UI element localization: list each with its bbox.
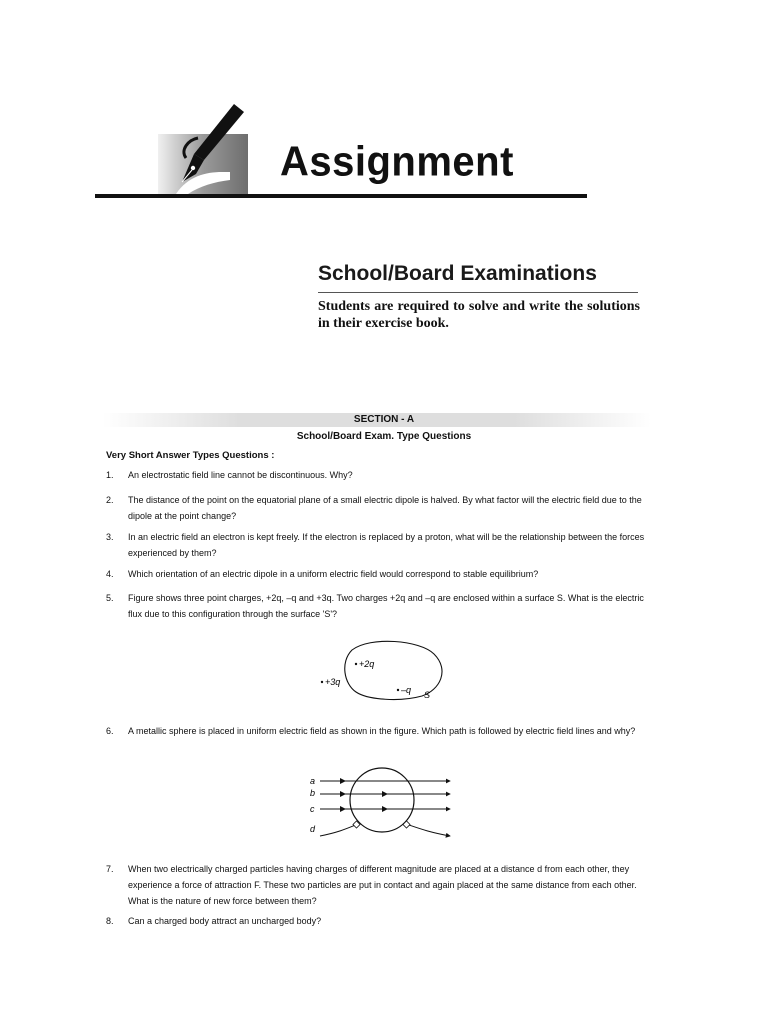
arrow-b-mid (340, 791, 346, 797)
arrow-c-mid (340, 806, 346, 812)
charge-plus2q-label: +2q (359, 659, 375, 669)
question-type-heading: Very Short Answer Types Questions : (106, 450, 275, 461)
question-number: 6. (106, 726, 114, 736)
charge-plus3q-dot (321, 681, 323, 683)
section-label: SECTION - A (353, 414, 415, 425)
question-text: An electrostatic field line cannot be discontinuous. Why? (128, 470, 353, 480)
question-number: 7. (106, 864, 114, 874)
header-rule (95, 194, 587, 198)
question-text: When two electrically charged particles having charges of different magnitude are placed at a distance d from each other, they experience a force of attraction F. These two particles are put in contact and again placed at the same distance from each other. What is the nature of new force between them? (128, 864, 637, 906)
question-number: 5. (106, 593, 114, 603)
charge-minusq-dot (397, 689, 399, 691)
question-number: 3. (106, 532, 114, 542)
question-number: 2. (106, 495, 114, 505)
metallic-sphere-figure (300, 770, 460, 840)
path-a-label: a (310, 776, 316, 786)
charge-plus2q-dot (355, 663, 357, 665)
question-text: Which orientation of an electric dipole in a uniform electric field would correspond to stable equilibrium? (128, 569, 539, 579)
exam-type-heading: School/Board Exam. Type Questions (296, 431, 472, 442)
question-number: 1. (106, 470, 114, 480)
arrow-inside-c (382, 806, 388, 812)
gaussian-surface-figure (310, 640, 460, 710)
instruction-note: Students are required to solve and write the solutions in their exercise book. (318, 299, 640, 331)
path-d (320, 824, 450, 836)
charge-plus3q-label: +3q (325, 677, 341, 687)
question-number: 8. (106, 916, 114, 926)
junction-right (403, 821, 410, 828)
question-number: 4. (106, 569, 114, 579)
arrow-inside-b (382, 791, 388, 797)
pen-nib-logo (158, 98, 248, 194)
charge-minusq-label: –q (401, 685, 412, 695)
question-text: A metallic sphere is placed in uniform electric field as shown in the figure. Which path is followed by electric field lines and why? (128, 726, 636, 736)
section-heading: School/Board Examinations (318, 262, 597, 285)
arrow-a-mid (340, 778, 346, 784)
path-c-label: c (310, 804, 315, 814)
heading-rule (318, 292, 638, 293)
surface-S-label: S (424, 690, 431, 700)
page-title: Assignment (280, 138, 514, 186)
path-d-label: d (310, 824, 316, 834)
path-b-label: b (310, 788, 316, 798)
question-text: In an electric field an electron is kept freely. If the electron is replaced by a proton, what will be the relationship between the forces experienced by them? (128, 532, 645, 558)
question-text: Can a charged body attract an uncharged body? (128, 916, 322, 926)
question-text: The distance of the point on the equatorial plane of a small electric dipole is halved. By what factor will the electric field due to the dipole at the point change? (128, 495, 642, 521)
metallic-sphere (350, 768, 414, 832)
question-text: Figure shows three point charges, +2q, –q and +3q. Two charges +2q and –q are enclosed within a surface S. What is the electric flux due to this configuration through the surface 'S'? (128, 593, 644, 619)
